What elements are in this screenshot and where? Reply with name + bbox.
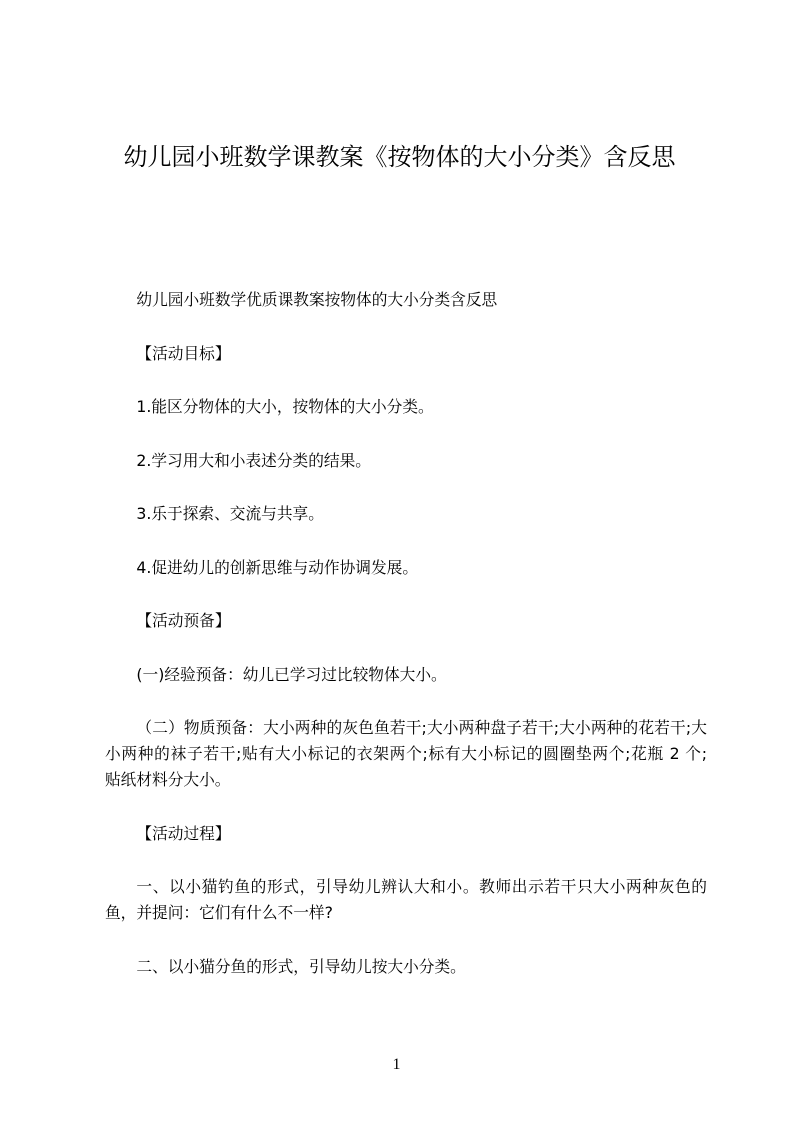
- process-step-one-paragraph: [105, 874, 707, 926]
- goals-heading: 【活动目标】: [136, 343, 231, 363]
- intro-text: 幼儿园小班数学优质课教案按物体的大小分类含反思: [136, 290, 498, 309]
- goal-item-3: [105, 501, 707, 527]
- materials-line-3: 贴纸材料分大小。: [105, 770, 231, 789]
- goal-item-text: 3.乐于探索、交流与共享。: [136, 504, 324, 523]
- goal-item-text: 4.促进幼儿的创新思维与动作协调发展。: [136, 557, 419, 577]
- goal-item-text: 2.学习用大和小表述分类的结果。: [136, 450, 371, 470]
- process-heading: 【活动过程】: [136, 823, 231, 843]
- materials-line-1: （二）物质预备：大小两种的灰色鱼若干;大小两种盘子若干;大小两种的花若干;大: [136, 718, 707, 737]
- experience-preparation-paragraph: [105, 662, 707, 688]
- goal-item-4: [105, 555, 707, 581]
- step-one-line-1: 一、以小猫钓鱼的形式，引导幼儿辨认大和小。教师出示若干只大小两种灰色的: [136, 877, 707, 896]
- document-body: [105, 287, 707, 1007]
- goal-item-2: [105, 448, 707, 474]
- document-title: 幼儿园小班数学课教案《按物体的大小分类》含反思: [123, 143, 676, 171]
- intro-paragraph: [105, 287, 707, 313]
- materials-line-2: 小两种的袜子若干;贴有大小标记的衣架两个;标有大小标记的圆圈垫两个;花瓶 2 个;: [105, 744, 707, 763]
- materials-preparation-paragraph: [105, 715, 707, 793]
- page-number: 1: [392, 1056, 401, 1073]
- preparation-heading: 【活动预备】: [136, 611, 231, 630]
- goal-item-1: [105, 394, 707, 420]
- preparation-heading-paragraph: [105, 608, 707, 634]
- experience-preparation-text: (一)经验预备：幼儿已学习过比较物体大小。: [136, 664, 447, 684]
- process-step-two-paragraph: [105, 954, 707, 980]
- process-heading-paragraph: [105, 821, 707, 847]
- step-two-text: 二、以小猫分鱼的形式，引导幼儿按大小分类。: [136, 956, 466, 976]
- goal-item-text: 1.能区分物体的大小，按物体的大小分类。: [136, 397, 434, 416]
- step-one-line-2: 鱼，并提问：它们有什么不一样?: [105, 903, 333, 922]
- goals-heading-paragraph: [105, 341, 707, 367]
